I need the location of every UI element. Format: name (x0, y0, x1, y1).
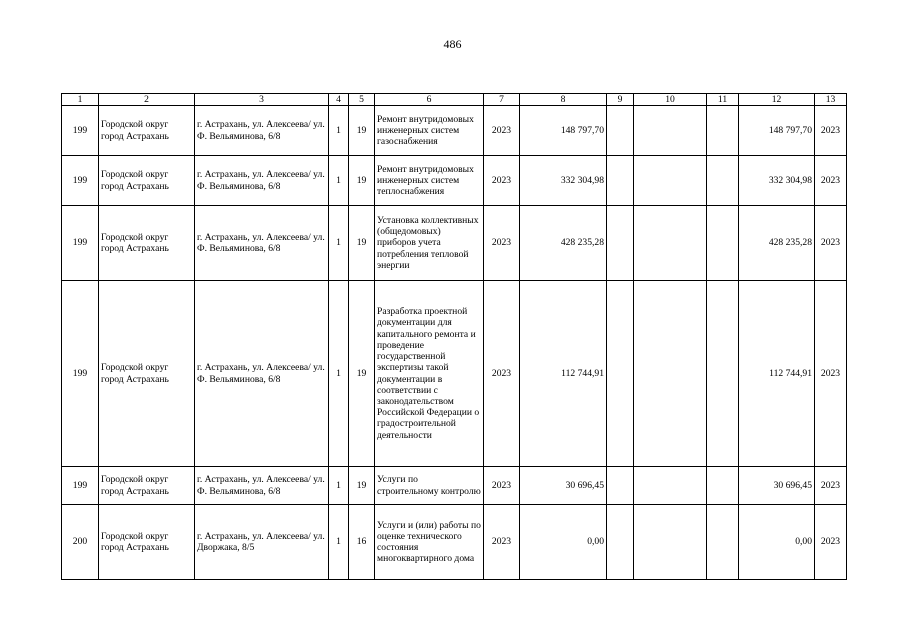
year-cell: 2023 (484, 156, 520, 206)
cost-cell: 148 797,70 (520, 106, 607, 156)
address-cell: г. Астрахань, ул. Алексеева/ ул. Ф. Вельяминова, 6/8 (195, 206, 329, 281)
year-cell: 2023 (484, 467, 520, 505)
capital-repair-table (61, 93, 847, 580)
table-row (62, 505, 847, 580)
column-header: 6 (375, 94, 484, 106)
district-cell: Городской округ город Астрахань (99, 467, 195, 505)
page-number: 486 (443, 37, 462, 51)
table-row (62, 156, 847, 206)
work-type-cell: Услуги и (или) работы по оценке технического состояния многоквартирного дома (375, 505, 484, 580)
cell-col5: 19 (349, 156, 375, 206)
cell-col10 (634, 156, 707, 206)
table-row (62, 467, 847, 505)
cell-col4: 1 (329, 106, 349, 156)
cost-cell: 0,00 (520, 505, 607, 580)
year-cell: 2023 (484, 281, 520, 467)
work-type-cell: Установка коллективных (общедомовых) приборов учета потребления тепловой энергии (375, 206, 484, 281)
column-header: 2 (99, 94, 195, 106)
cell-col9 (607, 106, 634, 156)
completion-year-cell: 2023 (815, 467, 847, 505)
fund-cost-cell: 112 744,91 (739, 281, 815, 467)
address-cell: г. Астрахань, ул. Алексеева/ ул. Ф. Вельяминова, 6/8 (195, 281, 329, 467)
column-header: 9 (607, 94, 634, 106)
district-cell: Городской округ город Астрахань (99, 206, 195, 281)
cell-col10 (634, 106, 707, 156)
year-cell: 2023 (484, 505, 520, 580)
cell-col4: 1 (329, 206, 349, 281)
cell-col4: 1 (329, 281, 349, 467)
column-header: 8 (520, 94, 607, 106)
column-header: 5 (349, 94, 375, 106)
fund-cost-cell: 428 235,28 (739, 206, 815, 281)
address-cell: г. Астрахань, ул. Алексеева/ ул. Ф. Вельяминова, 6/8 (195, 106, 329, 156)
cell-col5: 19 (349, 467, 375, 505)
cell-col5: 19 (349, 106, 375, 156)
address-cell: г. Астрахань, ул. Алексеева/ ул. Ф. Вельяминова, 6/8 (195, 467, 329, 505)
column-header: 13 (815, 94, 847, 106)
column-header: 3 (195, 94, 329, 106)
work-type-cell: Разработка проектной документации для капитального ремонта и проведение государственной экспертизы такой документации в соответствии с законодательством Российской Федерации о градостроительной деятельности (375, 281, 484, 467)
fund-cost-cell: 30 696,45 (739, 467, 815, 505)
column-header: 11 (707, 94, 739, 106)
year-cell: 2023 (484, 206, 520, 281)
column-header: 4 (329, 94, 349, 106)
cell-col10 (634, 206, 707, 281)
column-header: 1 (62, 94, 99, 106)
fund-cost-cell: 148 797,70 (739, 106, 815, 156)
cell-col9 (607, 467, 634, 505)
column-header: 7 (484, 94, 520, 106)
cost-cell: 428 235,28 (520, 206, 607, 281)
cell-col11 (707, 281, 739, 467)
column-header: 10 (634, 94, 707, 106)
cell-col11 (707, 467, 739, 505)
completion-year-cell: 2023 (815, 281, 847, 467)
completion-year-cell: 2023 (815, 505, 847, 580)
address-cell: г. Астрахань, ул. Алексеева/ ул. Дворжака, 8/5 (195, 505, 329, 580)
row-number: 199 (62, 281, 99, 467)
column-number-row (62, 94, 847, 106)
address-cell: г. Астрахань, ул. Алексеева/ ул. Ф. Вельяминова, 6/8 (195, 156, 329, 206)
district-cell: Городской округ город Астрахань (99, 281, 195, 467)
cell-col9 (607, 505, 634, 580)
row-number: 200 (62, 505, 99, 580)
cell-col4: 1 (329, 467, 349, 505)
work-type-cell: Ремонт внутридомовых инженерных систем теплоснабжения (375, 156, 484, 206)
work-type-cell: Услуги по строительному контролю (375, 467, 484, 505)
cell-col5: 19 (349, 206, 375, 281)
row-number: 199 (62, 106, 99, 156)
cost-cell: 30 696,45 (520, 467, 607, 505)
completion-year-cell: 2023 (815, 156, 847, 206)
cell-col5: 16 (349, 505, 375, 580)
cell-col4: 1 (329, 505, 349, 580)
cell-col11 (707, 206, 739, 281)
table-row (62, 281, 847, 467)
cell-col10 (634, 281, 707, 467)
cell-col5: 19 (349, 281, 375, 467)
completion-year-cell: 2023 (815, 106, 847, 156)
fund-cost-cell: 0,00 (739, 505, 815, 580)
table-row (62, 106, 847, 156)
work-type-cell: Ремонт внутридомовых инженерных систем газоснабжения (375, 106, 484, 156)
cell-col4: 1 (329, 156, 349, 206)
cell-col11 (707, 156, 739, 206)
row-number: 199 (62, 206, 99, 281)
cost-cell: 332 304,98 (520, 156, 607, 206)
row-number: 199 (62, 467, 99, 505)
cell-col9 (607, 281, 634, 467)
district-cell: Городской округ город Астрахань (99, 505, 195, 580)
year-cell: 2023 (484, 106, 520, 156)
cell-col10 (634, 505, 707, 580)
cell-col11 (707, 505, 739, 580)
row-number: 199 (62, 156, 99, 206)
district-cell: Городской округ город Астрахань (99, 106, 195, 156)
table-row (62, 206, 847, 281)
cell-col10 (634, 467, 707, 505)
cost-cell: 112 744,91 (520, 281, 607, 467)
cell-col11 (707, 106, 739, 156)
column-header: 12 (739, 94, 815, 106)
district-cell: Городской округ город Астрахань (99, 156, 195, 206)
cell-col9 (607, 206, 634, 281)
cell-col9 (607, 156, 634, 206)
fund-cost-cell: 332 304,98 (739, 156, 815, 206)
completion-year-cell: 2023 (815, 206, 847, 281)
